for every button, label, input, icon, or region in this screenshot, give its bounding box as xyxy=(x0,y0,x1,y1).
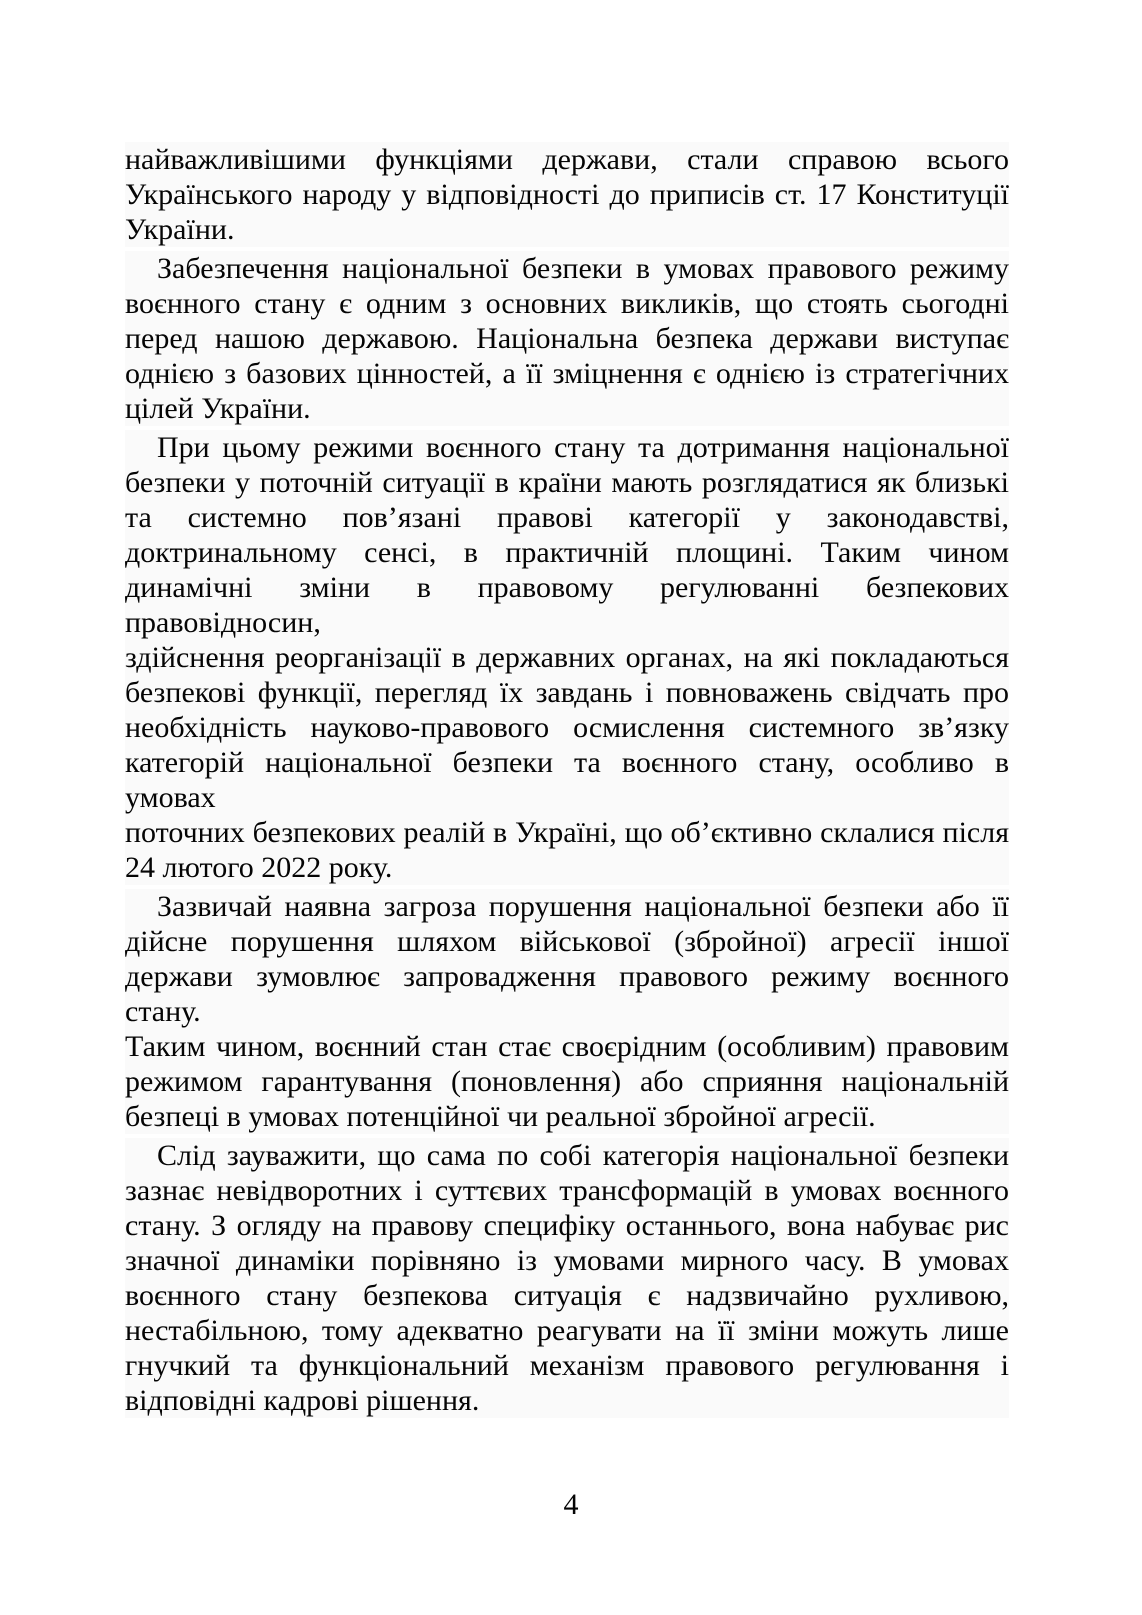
text-line: здійснення реорганізації в державних органах, на які покладаються xyxy=(125,641,1009,674)
text-line: нестабільною, тому адекватно реагувати на її зміни можуть лише xyxy=(125,1314,1009,1347)
paragraph xyxy=(125,142,1009,247)
text-line: категорій національної безпеки та воєнного стану, особливо в умовах xyxy=(125,746,1009,814)
text-line: Українського народу у відповідності до приписів ст. 17 Конституції xyxy=(125,178,1009,211)
text-line: При цьому режими воєнного стану та дотримання національної xyxy=(157,431,1009,464)
paragraph xyxy=(125,251,1009,426)
text-line: стану. З огляду на правову специфіку останнього, вона набуває рис xyxy=(125,1209,1009,1242)
text-line: Слід зауважити, що сама по собі категорія національної безпеки xyxy=(157,1139,1009,1172)
page-text xyxy=(125,142,1009,1418)
text-line: доктринальному сенсі, в практичній площині. Таким чином xyxy=(125,536,1009,569)
text-line: України. xyxy=(125,213,235,246)
text-line: динамічні зміни в правовому регулюванні безпекових правовідносин, xyxy=(125,571,1009,639)
text-line: режимом гарантування (поновлення) або сприяння національній xyxy=(125,1065,1009,1098)
text-line: 24 лютого 2022 року. xyxy=(125,851,393,884)
text-line: безпекові функції, перегляд їх завдань і повноважень свідчать про xyxy=(125,676,1009,709)
paragraph xyxy=(125,430,1009,885)
text-line: гнучкий та функціональний механізм правового регулювання і xyxy=(125,1349,1009,1382)
page-number: 4 xyxy=(563,1488,579,1521)
text-line: дійсне порушення шляхом військової (збройної) агресії іншої xyxy=(125,925,1009,958)
text-line: значної динаміки порівняно із умовами мирного часу. В умовах xyxy=(125,1244,1009,1277)
text-line: необхідність науково-правового осмислення системного зв’язку xyxy=(125,711,1009,744)
text-line: Таким чином, воєнний стан стає своєрідним (особливим) правовим xyxy=(125,1030,1009,1063)
text-line: воєнного стану безпекова ситуація є надзвичайно рухливою, xyxy=(125,1279,1009,1312)
text-line: перед нашою державою. Національна безпека держави виступає xyxy=(125,322,1009,355)
text-line: воєнного стану є одним з основних викликів, що стоять сьогодні xyxy=(125,287,1009,320)
text-line: зазнає невідворотних і суттєвих трансформацій в умовах воєнного xyxy=(125,1174,1009,1207)
text-line: Забезпечення національної безпеки в умовах правового режиму xyxy=(157,252,1009,285)
paragraph xyxy=(125,889,1009,1134)
paragraph xyxy=(125,1138,1009,1418)
text-line: відповідні кадрові рішення. xyxy=(125,1384,480,1417)
text-line: однією з базових цінностей, а її зміцнення є однією із стратегічних xyxy=(125,357,1009,390)
text-line: безпеці в умовах потенційної чи реальної збройної агресії. xyxy=(125,1100,876,1133)
text-line: цілей України. xyxy=(125,392,311,425)
text-line: держави зумовлює запровадження правового режиму воєнного стану. xyxy=(125,960,1009,1028)
text-line: найважливішими функціями держави, стали справою всього xyxy=(125,143,1009,176)
text-line: безпеки у поточній ситуації в країни мають розглядатися як близькі xyxy=(125,466,1009,499)
text-line: Зазвичай наявна загроза порушення національної безпеки або її xyxy=(157,890,1009,923)
text-line: поточних безпекових реалій в Україні, що об’єктивно склалися після xyxy=(125,816,1009,849)
text-line: та системно пов’язані правові категорії у законодавстві, xyxy=(125,501,1009,534)
